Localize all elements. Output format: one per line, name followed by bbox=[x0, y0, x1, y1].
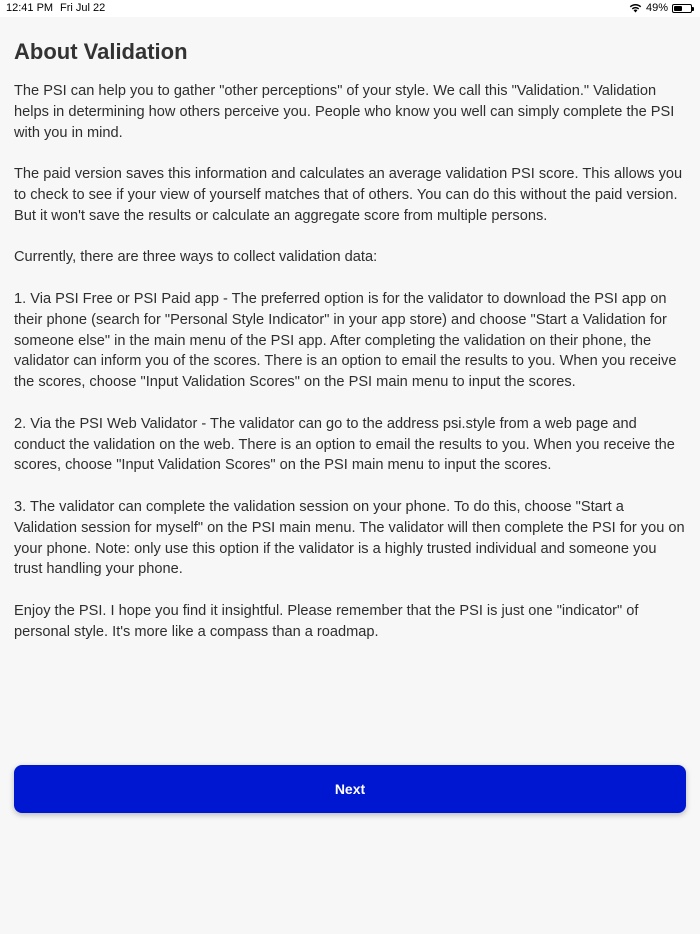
paragraph-way-2: 2. Via the PSI Web Validator - The validator can go to the address psi.style from a web page and conduct the validation on the web. There is an option to email the results to you. When you receive the scores, choose "Input Validation Scores" on the PSI main menu to input the scores. bbox=[14, 415, 675, 474]
status-indicators bbox=[629, 2, 692, 14]
page-title: About Validation bbox=[14, 39, 188, 64]
status-date: Fri Jul 22 bbox=[60, 2, 106, 14]
battery-icon bbox=[672, 4, 692, 13]
paragraph-closing: Enjoy the PSI. I hope you find it insightful. Please remember that the PSI is just one "indicator" of personal style. It's more like a compass than a roadmap. bbox=[14, 602, 639, 640]
status-bar bbox=[0, 0, 700, 17]
paragraph-way-1: 1. Via PSI Free or PSI Paid app - The preferred option is for the validator to download the PSI app on their phone (search for "Personal Style Indicator" in your app store) and choose "Start a Validation for someone else" in the main menu of the PSI app. After completing the validation on their phone, the validator can inform you of the scores. There is an option to email the results to you. When you receive the scores, choose "Input Validation Scores" on the PSI main menu to input the scores. bbox=[14, 290, 677, 391]
status-time: 12:41 PM bbox=[6, 2, 54, 14]
paragraph-paid-version: The paid version saves this information and calculates an average validation PSI score. This allows you to check to see if your view of yourself matches that of others. You can do this without the paid version. But it won't save the results or calculate an aggregate score from multiple persons. bbox=[14, 166, 683, 224]
next-button[interactable]: Next bbox=[14, 765, 686, 813]
paragraph-ways-intro: Currently, there are three ways to collect validation data: bbox=[14, 249, 378, 266]
paragraph-way-3: 3. The validator can complete the validation session on your phone. To do this, choose "Start a Validation session for myself" on the PSI main menu. The validator will then complete the PSI for you on your phone. Note: only use this option if the validator is a highly trusted individual and someone you trust handling your phone. bbox=[14, 498, 685, 578]
main-content bbox=[14, 38, 686, 663]
wifi-icon bbox=[629, 3, 642, 13]
paragraph-intro: The PSI can help you to gather "other perceptions" of your style. We call this "Validation." Validation helps in determining how others perceive you. People who know you well can simply complete the PSI with you in mind. bbox=[14, 83, 675, 141]
battery-percent: 49% bbox=[645, 2, 668, 14]
battery-level bbox=[674, 6, 682, 11]
